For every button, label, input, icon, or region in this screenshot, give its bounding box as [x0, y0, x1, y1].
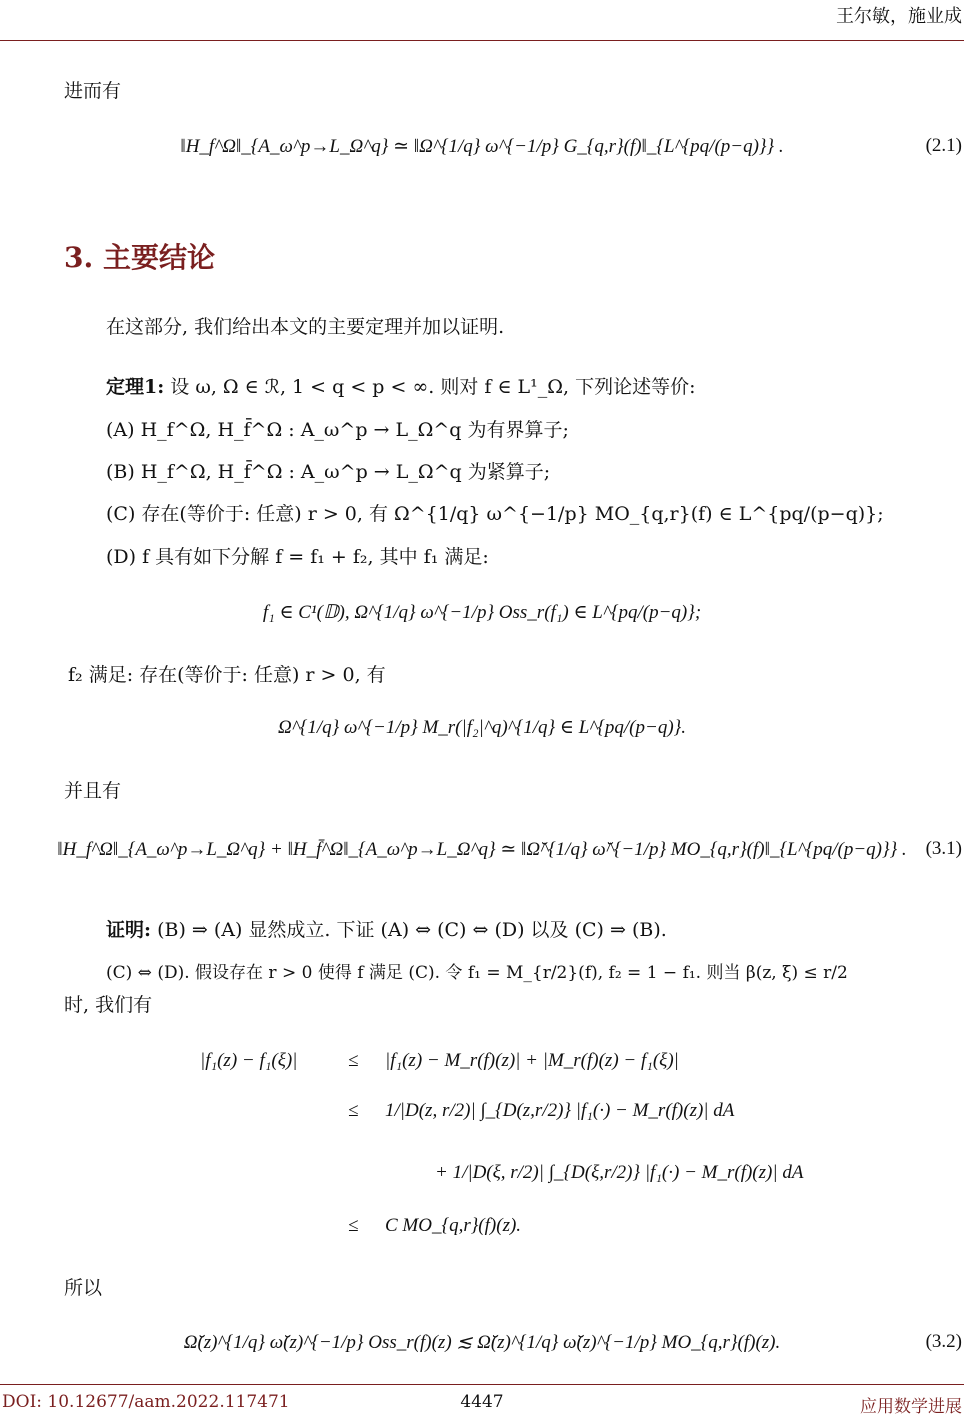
equation-3-2-expr: Ω̆(z)^{1/q} ω̆(z)^{−1/p} Oss_r(f)(z) ≲ Ω̆(z)^{1/q} ω̆(z)^{−1/p} MO_{q,r}(f)(z). — [183, 1332, 781, 1353]
header-authors: 王尔敏，施业成 — [836, 6, 962, 27]
and-text: 并且有 — [64, 780, 122, 802]
equation-3-2 — [0, 1331, 964, 1354]
section-intro: 在这部分, 我们给出本文的主要定理并加以证明. — [106, 316, 505, 338]
theorem-statement — [106, 372, 696, 399]
align-rhs-4: C MO_{q,r}(f)(z). — [385, 1215, 522, 1236]
f2-text: f₂ 满足: 存在(等价于: 任意) r > 0, 有 — [68, 664, 386, 686]
proof-text-1: (B) ⇒ (A) 显然成立. 下证 (A) ⇔ (C) ⇔ (D) 以及 (C) ⇒ (B). — [157, 919, 667, 941]
so-text: 所以 — [64, 1277, 103, 1299]
align-rel-2: ≤ — [348, 1100, 359, 1121]
intro-text: 进而有 — [64, 80, 122, 102]
theorem-item-c: (C) 存在(等价于: 任意) r > 0, 有 Ω^{1/q} ω^{−1/p} MO_{q,r}(f) ∈ L^{pq/(p−q)}; — [106, 503, 884, 525]
proof-label: 证明: — [106, 919, 152, 941]
section-number: 3. — [64, 241, 94, 274]
align-rhs-1: |f₁(z) − M_r(f)(z)| + |M_r(f)(z) − f₁(ξ)| — [385, 1050, 679, 1071]
footer-page-number: 4447 — [460, 1392, 504, 1412]
equation-2-1-label: (2.1) — [925, 135, 962, 156]
equation-3-2-label: (3.2) — [925, 1331, 962, 1352]
equation-3-1-label: (3.1) — [925, 838, 962, 859]
align-lhs: |f₁(z) − f₁(ξ)| — [200, 1050, 298, 1071]
section-heading — [64, 236, 215, 276]
theorem-item-b: (B) H_f^Ω, H_f̄^Ω : A_ω^p → L_Ω^q 为紧算子; — [106, 461, 551, 483]
align-rel-4: ≤ — [348, 1215, 359, 1236]
f2-condition: Ω^{1/q} ω^{−1/p} M_r(|f₂|^q)^{1/q} ∈ L^{pq/(p−q)}. — [277, 717, 687, 738]
proof-line-2: (C) ⇔ (D). 假设存在 r > 0 使得 f 满足 (C). 令 f₁ = M_{r/2}(f), f₂ = 1 − f₁. 则当 β(z, ξ) ≤ r/2 — [106, 963, 848, 983]
header-rule — [0, 40, 964, 41]
theorem-item-d: (D) f 具有如下分解 f = f₁ + f₂, 其中 f₁ 满足: — [106, 546, 489, 568]
section-title: 主要结论 — [102, 241, 215, 274]
footer-rule — [0, 1384, 964, 1385]
theorem-item-a: (A) H_f^Ω, H_f̄^Ω : A_ω^p → L_Ω^q 为有界算子; — [106, 419, 569, 441]
footer-doi[interactable]: DOI: 10.12677/aam.2022.117471 — [2, 1392, 290, 1412]
equation-2-1 — [0, 135, 964, 158]
equation-3-1 — [0, 838, 964, 861]
theorem-label: 定理1: — [106, 376, 165, 398]
align-rel-1: ≤ — [348, 1050, 359, 1071]
theorem-text: 设 ω, Ω ∈ ℛ, 1 < q < p < ∞. 则对 f ∈ L¹_Ω, 下列论述等价: — [170, 376, 696, 398]
footer-journal[interactable]: 应用数学进展 — [860, 1397, 962, 1417]
equation-3-1-expr: ‖H_f^Ω‖_{A_ω^p→L_Ω^q} + ‖H_f̄^Ω‖_{A_ω^p→L_Ω^q} ≃ ‖Ω̆^{1/q} ω̆^{−1/p} MO_{q,r}(f)‖_{L^{pq/(p−q)}} . — [57, 839, 907, 860]
align-rhs-2: 1/|D(z, r/2)| ∫_{D(z,r/2)} |f₁(·) − M_r(f)(z)| dA — [385, 1100, 735, 1121]
f1-condition: f₁ ∈ C¹(𝔻), Ω^{1/q} ω^{−1/p} Oss_r(f₁) ∈ L^{pq/(p−q)}; — [262, 602, 702, 623]
align-rhs-3: + 1/|D(ξ, r/2)| ∫_{D(ξ,r/2)} |f₁(·) − M_r(f)(z)| dA — [435, 1162, 804, 1183]
equation-2-1-expr: ‖H_f^Ω‖_{A_ω^p→L_Ω^q} ≃ ‖Ω^{1/q} ω^{−1/p} G_{q,r}(f)‖_{L^{pq/(p−q)}} . — [180, 136, 784, 157]
proof-line-1 — [106, 915, 667, 942]
proof-line-3: 时, 我们有 — [64, 994, 153, 1016]
